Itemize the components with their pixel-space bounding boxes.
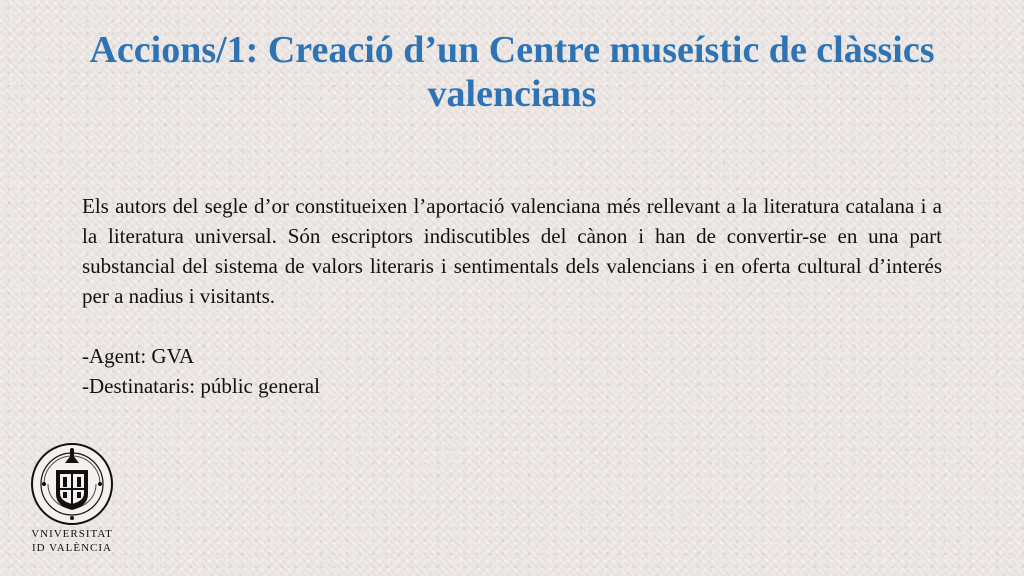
- logo-text-line1: VNIVERSITAT: [31, 528, 113, 540]
- agent-line: -Agent: GVA: [82, 344, 195, 368]
- slide-body: [82, 191, 942, 401]
- body-paragraph: Els autors del segle d’or constitueixen l’aportació valenciana més rellevant a la literatura catalana i a la literatura universal. Són escriptors indiscutibles del cànon i han de convertir-se en una part substancial del sistema de valors literaris i sentimentals dels valencians i en oferta cultural d’interés per a nadius i visitants.: [82, 194, 942, 308]
- paragraph-spacer: [82, 311, 942, 341]
- logo-text-line2: ID VALÈNCIA: [32, 542, 112, 554]
- university-logo: [26, 440, 118, 558]
- slide-title: Accions/1: Creació d’un Centre museístic de clàssics valencians: [89, 29, 935, 115]
- university-seal-icon: [26, 440, 118, 528]
- recipients-line: -Destinataris: públic general: [82, 374, 320, 398]
